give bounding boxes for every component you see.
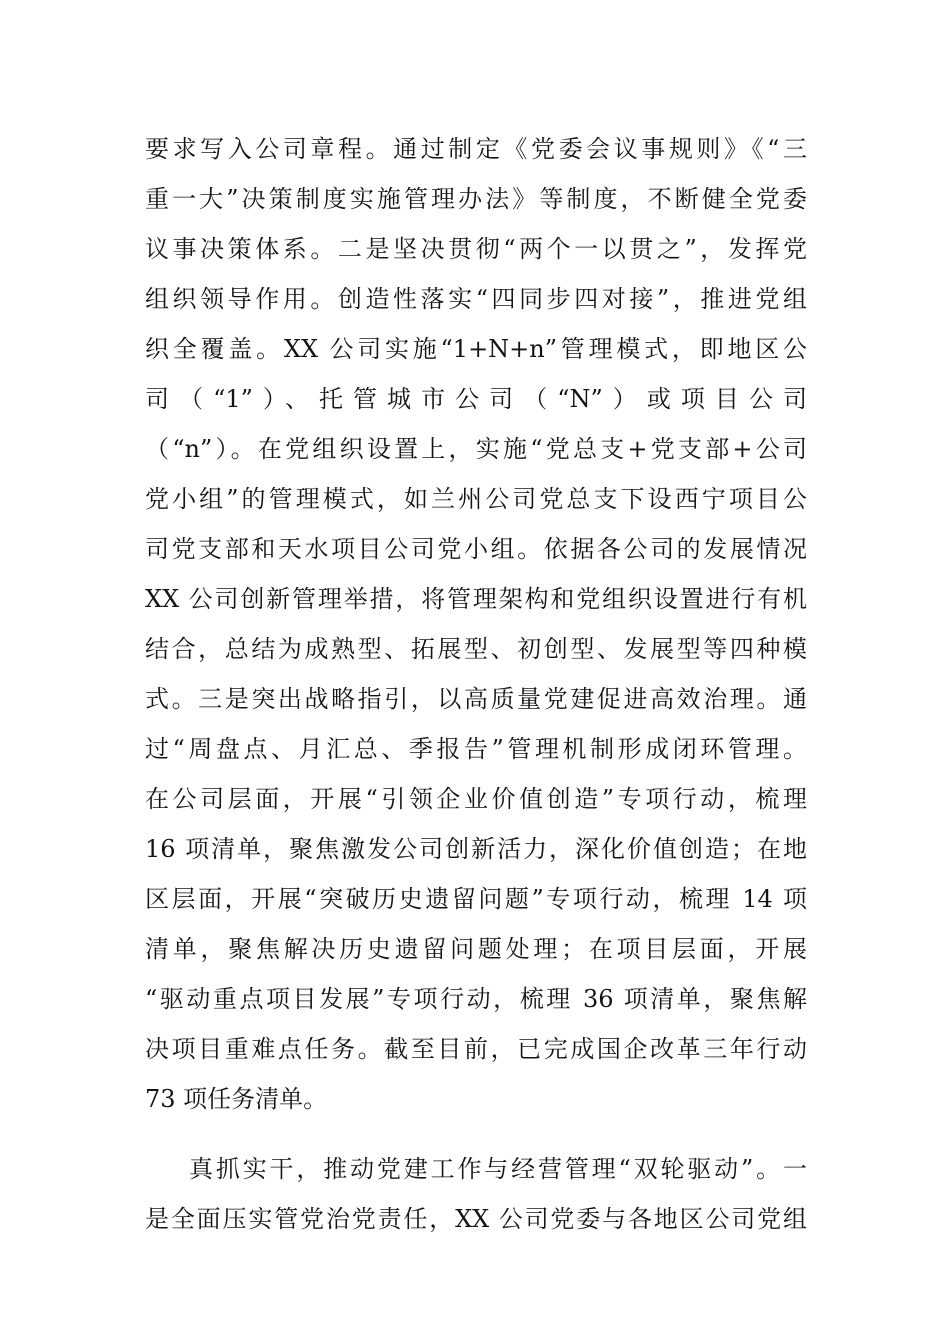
paragraph-line: （“n”）。在党组织设置上，实施“党总支+党支部+公司 [145,435,807,463]
paragraph-gap [145,1124,807,1144]
paragraph-1 [145,124,807,1124]
paragraph-line: 在公司层面，开展“引领企业价值创造”专项行动，梳理 [145,785,807,813]
paragraph-line: 结合，总结为成熟型、拓展型、初创型、发展型等四种模 [145,635,807,663]
paragraph-line: XX 公司创新管理举措，将管理架构和党组织设置进行有机 [145,585,807,613]
paragraph-line: 区层面，开展“突破历史遗留问题”专项行动，梳理 14 项 [145,885,807,913]
paragraph-line: 真抓实干，推动党建工作与经营管理“双轮驱动”。一 [189,1155,807,1183]
paragraph-line: 决项目重难点任务。截至目前，已完成国企改革三年行动 [145,1035,807,1063]
paragraph-line: 式。三是突出战略指引，以高质量党建促进高效治理。通 [145,685,807,713]
paragraph-line: 党小组”的管理模式，如兰州公司党总支下设西宁项目公 [145,485,807,513]
paragraph-line: 是全面压实管党治党责任，XX 公司党委与各地区公司党组 [145,1205,807,1233]
paragraph-line: 议事决策体系。二是坚决贯彻“两个一以贯之”，发挥党 [145,235,807,263]
paragraph-line: 16 项清单，聚焦激发公司创新活力，深化价值创造；在地 [145,835,807,863]
paragraph-2 [145,1144,807,1244]
paragraph-line: 组织领导作用。创造性落实“四同步四对接”，推进党组 [145,285,807,313]
paragraph-line: “驱动重点项目发展”专项行动，梳理 36 项清单，聚焦解 [145,985,807,1013]
paragraph-line: 重一大”决策制度实施管理办法》等制度，不断健全党委 [145,185,807,213]
paragraph-line: 织全覆盖。XX 公司实施“1+N+n”管理模式，即地区公 [145,335,807,363]
paragraph-line: 73 项任务清单。 [145,1085,328,1113]
paragraph-line: 司（“1”）、托管城市公司（“N”）或项目公司 [145,385,807,413]
paragraph-line: 要求写入公司章程。通过制定《党委会议事规则》《“三 [145,135,807,163]
document-body [145,124,807,1244]
paragraph-line: 过“周盘点、月汇总、季报告”管理机制形成闭环管理。 [145,735,807,763]
paragraph-line: 司党支部和天水项目公司党小组。依据各公司的发展情况 [145,535,807,563]
paragraph-line: 清单，聚焦解决历史遗留问题处理；在项目层面，开展 [145,935,807,963]
